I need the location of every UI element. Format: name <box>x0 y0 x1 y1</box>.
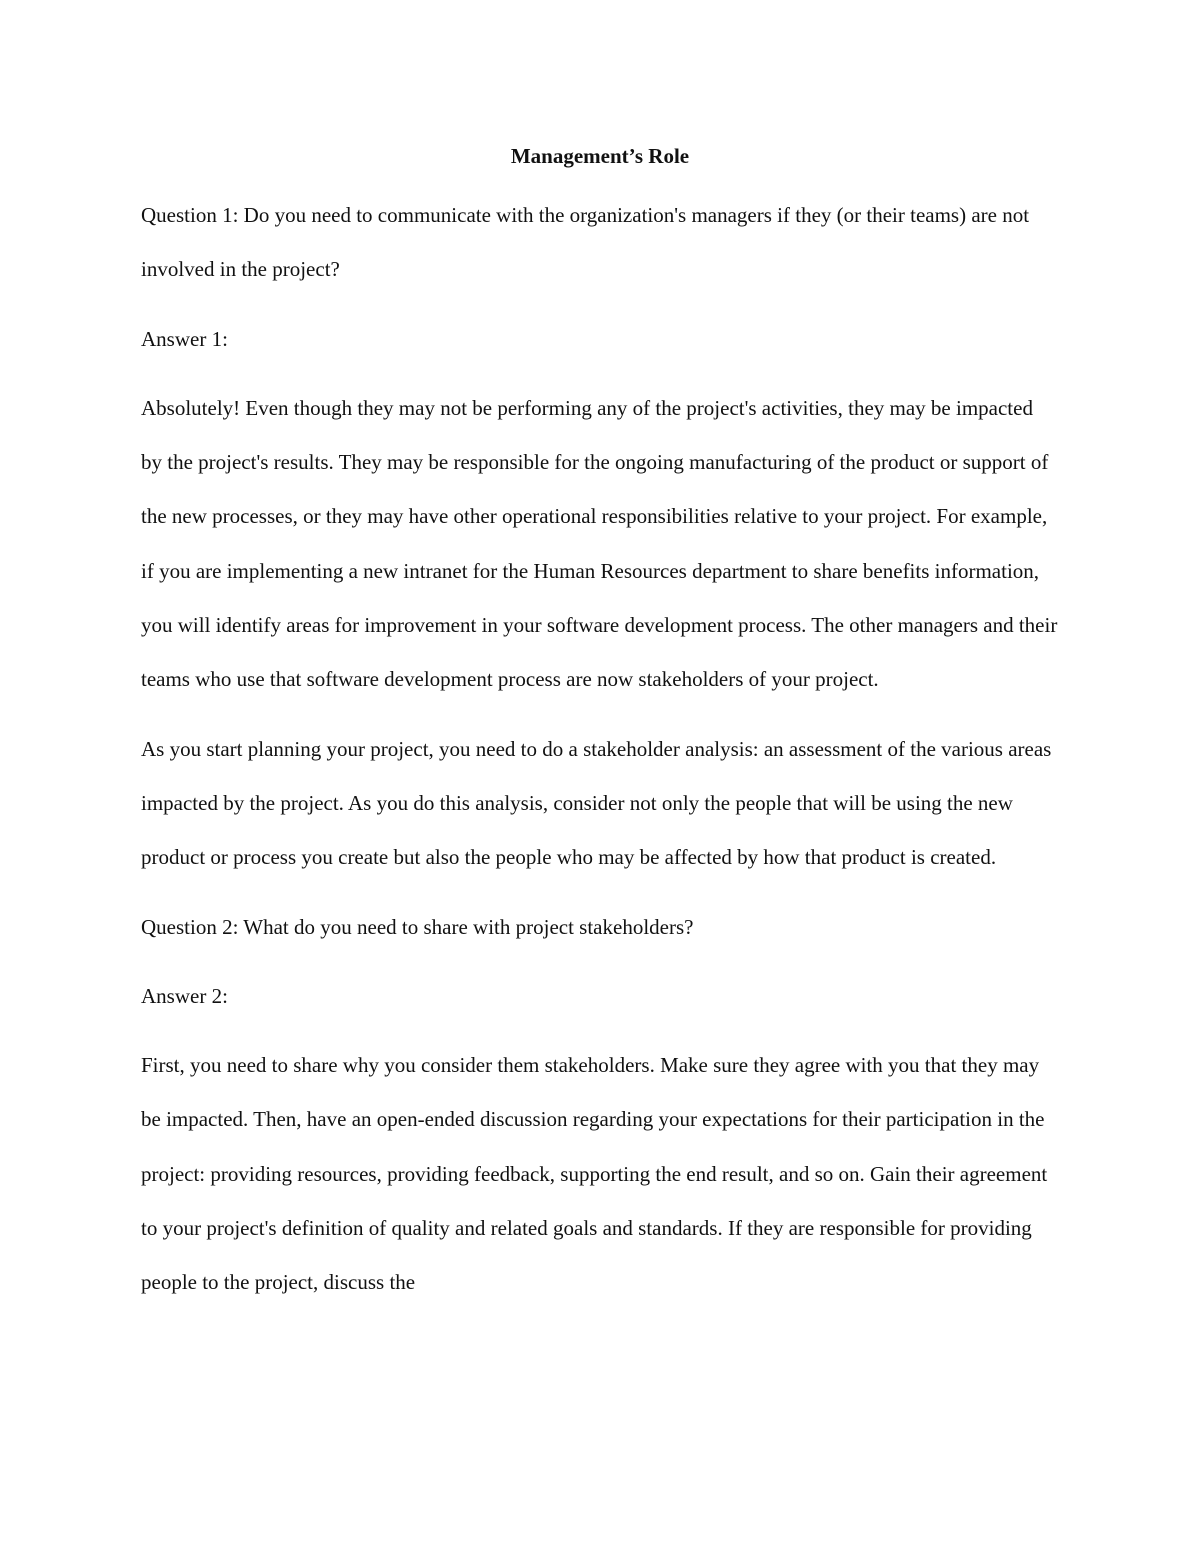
question-2: Question 2: What do you need to share with project stakeholders? <box>141 914 694 939</box>
answer-2-label: Answer 2: <box>141 983 228 1008</box>
answer-1-paragraph-1: Absolutely! Even though they may not be performing any of the project's activities, they may be impacted by the project's results. They may be responsible for the ongoing manufacturing of the product or support of the new processes, or they may have other operational responsibilities relative to your project. For example, if you are implementing a new intranet for the Human Resources department to share benefits information, you will identify areas for improvement in your software development process. The other managers and their teams who use that software development process are now stakeholders of your project. <box>141 395 1058 692</box>
document-body <box>141 138 1059 1325</box>
answer-2-paragraph-1: First, you need to share why you consider them stakeholders. Make sure they agree with you that they may be impacted. Then, have an open-ended discussion regarding your expectations for their participation in the project: providing resources, providing feedback, supporting the end result, and so on. Gain their agreement to your project's definition of quality and related goals and standards. If they are responsible for providing people to the project, discuss the <box>141 1053 1048 1295</box>
question-1: Question 1: Do you need to communicate with the organization's managers if they (or their teams) are not involved in the project? <box>141 203 1030 282</box>
answer-1-paragraph-2: As you start planning your project, you need to do a stakeholder analysis: an assessment of the various areas impacted by the project. As you do this analysis, consider not only the people that will be using the new product or process you create but also the people who may be affected by how that product is created. <box>141 736 1052 870</box>
document-title: Management’s Role <box>510 144 690 168</box>
answer-1-label: Answer 1: <box>141 326 228 351</box>
